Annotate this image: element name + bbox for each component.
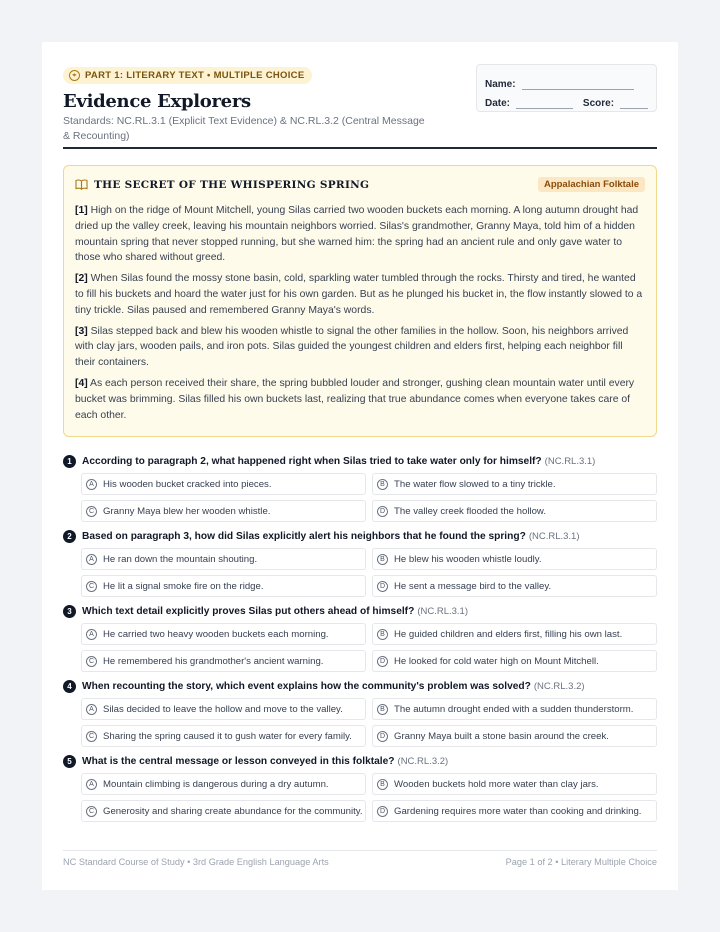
date-label: Date: [485, 98, 511, 109]
date-score-row [485, 92, 648, 109]
question-text-emphasis: paragraph 2 [147, 456, 206, 467]
answer-option-d[interactable] [372, 575, 657, 597]
question-standard: (NC.RL.3.1) [528, 531, 580, 542]
option-letter-bubble[interactable]: A [86, 779, 97, 790]
answer-option-b[interactable] [372, 698, 657, 720]
option-letter-bubble[interactable]: B [377, 779, 388, 790]
genre-tag: Appalachian Folktale [538, 177, 645, 192]
passage-paragraph [75, 271, 645, 318]
question-text [82, 681, 531, 692]
paragraph-number: [2] [75, 273, 88, 285]
option-letter-bubble[interactable]: C [86, 581, 97, 592]
paragraph-number: [4] [75, 377, 88, 389]
passage-header [75, 177, 645, 192]
passage-paragraph [75, 324, 645, 371]
paragraph-text: Silas stepped back and blew his wooden whistle to signal the other families in the hollow. Soon, his neighbors arrived with clay jars, wooden pails, and iron pots. Silas guided the youngest children and elders first, helping each neighbor fill their containers. [75, 325, 629, 369]
paragraph-text: As each person received their share, the spring bubbled louder and stronger, gushing clean mountain water until every bucket was brimming. Silas filled his own buckets last, realizing that true abundance comes when everyone takes care of each other. [75, 377, 635, 421]
question-2 [63, 529, 657, 597]
question-stem [63, 679, 657, 694]
option-text: He sent a message bird to the valley. [394, 580, 552, 592]
option-text: He remembered his grandmother's ancient warning. [103, 655, 324, 667]
answer-option-c[interactable] [81, 650, 366, 672]
answer-options [81, 473, 657, 522]
question-text-pre: Based on [82, 531, 131, 542]
option-letter-bubble[interactable]: C [86, 656, 97, 667]
question-standard: (NC.RL.3.1) [417, 606, 468, 617]
option-text: Sharing the spring caused it to gush water for every family. [103, 730, 352, 742]
option-letter-bubble[interactable]: B [377, 479, 388, 490]
option-text: Silas decided to leave the hollow and move to the valley. [103, 703, 343, 715]
question-text-pre: Which text detail explicitly proves Silas put others ahead of himself? [82, 606, 415, 617]
answer-options [81, 548, 657, 597]
footer-right: Page 1 of 2 • Literary Multiple Choice [505, 857, 657, 867]
question-number: 3 [63, 605, 76, 618]
passage-paragraph [75, 203, 645, 266]
question-text-pre: According to [82, 456, 148, 467]
question-standard: (NC.RL.3.1) [544, 456, 596, 467]
answer-option-c[interactable] [81, 500, 366, 522]
passage-box [63, 165, 657, 437]
answer-option-c[interactable] [81, 725, 366, 747]
question-stem [63, 604, 657, 619]
option-letter-bubble[interactable]: B [377, 704, 388, 715]
answer-option-c[interactable] [81, 575, 366, 597]
student-info-box [476, 64, 657, 112]
question-text [82, 531, 526, 542]
option-letter-bubble[interactable]: A [86, 704, 97, 715]
standards-text: Standards: NC.RL.3.1 (Explicit Text Evidence) & NC.RL.3.2 (Central Message & Recounting) [63, 115, 425, 142]
option-text: Generosity and sharing create abundance for the community. [103, 805, 363, 817]
answer-option-c[interactable] [81, 800, 366, 822]
option-text: His wooden bucket cracked into pieces. [103, 478, 272, 490]
question-text-post: , what happened right when Silas tried to take water only for himself? [205, 456, 542, 467]
option-text: Gardening requires more water than cooking and drinking. [394, 805, 642, 817]
question-text [82, 456, 542, 467]
question-3 [63, 604, 657, 672]
question-text [82, 756, 395, 767]
answer-option-d[interactable] [372, 500, 657, 522]
answer-options [81, 698, 657, 747]
option-text: He looked for cold water high on Mount Mitchell. [394, 655, 599, 667]
option-text: He lit a signal smoke fire on the ridge. [103, 580, 264, 592]
option-text: He carried two heavy wooden buckets each morning. [103, 628, 329, 640]
passage-paragraph [75, 376, 645, 423]
question-text-pre: What is the [82, 756, 140, 767]
question-list [63, 454, 657, 822]
option-text: He ran down the mountain shouting. [103, 553, 258, 565]
answer-option-d[interactable] [372, 725, 657, 747]
question-4 [63, 679, 657, 747]
option-letter-bubble[interactable]: D [377, 806, 388, 817]
option-letter-bubble[interactable]: C [86, 731, 97, 742]
part-badge-label: PART 1: LITERARY TEXT • MULTIPLE CHOICE [85, 70, 305, 81]
option-text: The autumn drought ended with a sudden thunderstorm. [394, 703, 634, 715]
question-stem [63, 454, 657, 469]
answer-option-b[interactable] [372, 623, 657, 645]
answer-options [81, 623, 657, 672]
answer-option-a[interactable] [81, 548, 366, 570]
option-letter-bubble[interactable]: B [377, 554, 388, 565]
question-5 [63, 754, 657, 822]
option-letter-bubble[interactable]: D [377, 656, 388, 667]
paragraph-number: [1] [75, 205, 88, 216]
answer-options [81, 773, 657, 822]
option-letter-bubble[interactable]: D [377, 506, 388, 517]
page-title: Evidence Explorers [63, 91, 251, 112]
name-label: Name: [485, 79, 516, 90]
option-letter-bubble[interactable]: A [86, 554, 97, 565]
answer-option-b[interactable] [372, 773, 657, 795]
question-1 [63, 454, 657, 522]
part-badge [63, 67, 312, 84]
question-text-emphasis: paragraph 3 [130, 531, 190, 542]
score-field[interactable] [620, 100, 648, 109]
footer-left: NC Standard Course of Study • 3rd Grade English Language Arts [63, 857, 329, 867]
option-letter-bubble[interactable]: C [86, 506, 97, 517]
answer-option-b[interactable] [372, 548, 657, 570]
option-text: The water flow slowed to a tiny trickle. [394, 478, 556, 490]
option-letter-bubble[interactable]: A [86, 629, 97, 640]
score-label: Score: [582, 98, 615, 109]
paragraph-text: When Silas found the mossy stone basin, cold, sparkling water tumbled through the rocks. Thirsty and tired, he wanted to fill his buckets and hoard the water just for his own garden. But as he plunged his bucket in, the flow instantly slowed to a tiny trickle. Silas paused and remembered Granny Maya's words. [75, 273, 643, 316]
answer-option-a[interactable] [81, 623, 366, 645]
question-number: 4 [63, 680, 76, 693]
option-text: He guided children and elders first, filling his own last. [394, 628, 623, 640]
question-stem [63, 529, 657, 544]
answer-option-a[interactable] [81, 773, 366, 795]
option-letter-bubble[interactable]: D [377, 731, 388, 742]
open-book-icon [75, 179, 88, 190]
name-field[interactable] [522, 81, 634, 90]
question-text-pre: When recounting the story, which event explains how the community's problem was solved? [82, 681, 531, 692]
question-text-post: , how did Silas explicitly alert his neighbors that he found the spring? [189, 531, 526, 542]
compass-icon: ⌖ [69, 70, 80, 81]
answer-option-d[interactable] [372, 800, 657, 822]
passage-paragraphs [75, 203, 645, 423]
worksheet-header [63, 64, 657, 149]
question-text [82, 606, 414, 617]
paragraph-text: High on the ridge of Mount Mitchell, young Silas carried two wooden buckets each morning. A long autumn drought had dried up the valley creek, leaving his mountain neighbors worried. Silas's grandmother, Granny Maya, told him of a hidden mountain spring that never stopped running, but she warned him: the spring had an ancient rule and only gave water to those who shared without greed. [75, 205, 639, 264]
question-standard: (NC.RL.3.2) [397, 756, 449, 767]
question-text-emphasis: central message or lesson [139, 756, 268, 767]
paragraph-number: [3] [75, 325, 88, 337]
option-text: The valley creek flooded the hollow. [394, 505, 546, 517]
option-letter-bubble[interactable]: D [377, 581, 388, 592]
question-number: 5 [63, 755, 76, 768]
passage-title: THE SECRET OF THE WHISPERING SPRING [94, 178, 370, 191]
question-stem [63, 754, 657, 769]
option-text: Granny Maya built a stone basin around the creek. [394, 730, 609, 742]
option-text: Granny Maya blew her wooden whistle. [103, 505, 271, 517]
name-row [485, 73, 648, 90]
option-text: Wooden buckets hold more water than clay jars. [394, 778, 599, 790]
answer-option-a[interactable] [81, 698, 366, 720]
option-letter-bubble[interactable]: C [86, 806, 97, 817]
question-number: 1 [63, 455, 76, 468]
question-text-post: conveyed in this folktale? [267, 756, 395, 767]
date-field[interactable] [516, 100, 573, 109]
worksheet-page [42, 42, 678, 890]
option-text: Mountain climbing is dangerous during a dry autumn. [103, 778, 329, 790]
page-footer [63, 850, 657, 867]
answer-option-d[interactable] [372, 650, 657, 672]
option-text: He blew his wooden whistle loudly. [394, 553, 542, 565]
option-letter-bubble[interactable]: A [86, 479, 97, 490]
answer-option-a[interactable] [81, 473, 366, 495]
question-number: 2 [63, 530, 76, 543]
answer-option-b[interactable] [372, 473, 657, 495]
option-letter-bubble[interactable]: B [377, 629, 388, 640]
question-standard: (NC.RL.3.2) [533, 681, 585, 692]
